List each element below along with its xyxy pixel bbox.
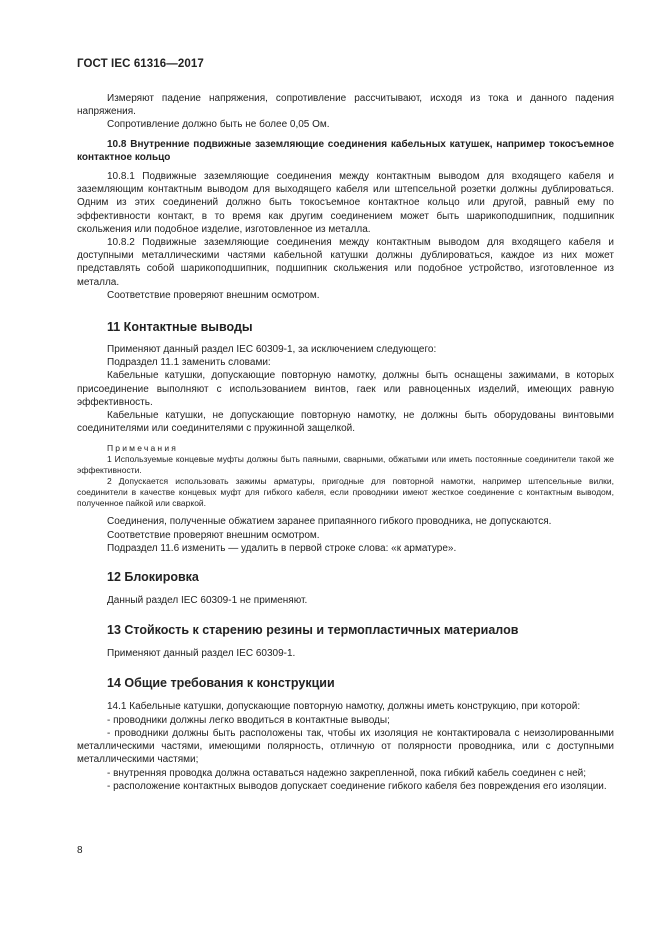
section-title: 13 Стойкость к старению резины и термопластичных материалов — [107, 623, 519, 638]
document-header: ГОСТ IEC 61316—2017 — [77, 58, 204, 70]
list-item: - проводники должны легко вводиться в контактные выводы; — [107, 714, 390, 726]
paragraph: 10.8.2 Подвижные заземляющие соединения между контактным выводом для входящего кабеля и доступными металлическими частями кабельной катушки должны дублироваться, каждое из них может представлять собой шарикоподшипник, подшипник скольжения или подобное устройство, изготовленное из металла. — [77, 237, 614, 288]
paragraph: Соответствие проверяют внешним осмотром. — [107, 529, 320, 541]
list-item: - расположение контактных выводов допускает соединение гибкого кабеля без повреждения его изоляции. — [107, 780, 607, 792]
paragraph: Подраздел 11.1 заменить словами: — [107, 357, 271, 369]
note: 2 Допускается использовать зажимы арматуры, пригодные для повторной намотки, например штепсельные вилки, соединители в качестве концевых муфт для гибкого кабеля, если проводники имеют жесткое соединение с контактным выводом, полученное пайкой или сваркой. — [77, 476, 614, 509]
page-body — [77, 92, 614, 793]
note: 1 Используемые концевые муфты должны быть паяными, сварными, обжатыми или иметь постоянные соединители такой же эффективности. — [77, 454, 614, 476]
paragraph: 14.1 Кабельные катушки, допускающие повторную намотку, должны иметь конструкцию, при которой: — [107, 701, 581, 713]
paragraph: Соединения, полученные обжатием заранее припаянного гибкого проводника, не допускаются. — [107, 516, 552, 528]
paragraph: Сопротивление должно быть не более 0,05 Ом. — [107, 119, 330, 131]
section-title: 12 Блокировка — [107, 570, 199, 585]
list-item: - проводники должны быть расположены так, чтобы их изоляция не контактировала с неизолированными металлическими частями, имеющими полярность, отличную от полярности проводника, или с доступными металлическими частями; — [77, 727, 614, 766]
paragraph: Данный раздел IEC 60309-1 не применяют. — [107, 595, 308, 607]
section-title: 11 Контактные выводы — [107, 320, 253, 335]
paragraph: Измеряют падение напряжения, сопротивление рассчитывают, исходя из тока и данного падения напряжения. — [77, 93, 614, 118]
paragraph: Кабельные катушки, допускающие повторную намотку, должны быть оснащены зажимами, в которых присоединение выполняют с использованием винтов, гаек или равноценных изделий, имеющих равную эффективность. — [77, 370, 614, 408]
notes-title: Примечания — [107, 443, 179, 454]
paragraph: Применяют данный раздел IEC 60309-1. — [107, 648, 296, 660]
paragraph: Кабельные катушки, не допускающие повторную намотку, не должны быть оборудованы винтовыми соединителями или соединителями с пружинной защелкой. — [77, 410, 614, 435]
list-item: - внутренняя проводка должна оставаться надежно закрепленной, пока гибкий кабель соединен с ней; — [107, 767, 587, 779]
subsection-title: 10.8 Внутренние подвижные заземляющие соединения кабельных катушек, например токосъемное контактное кольцо — [77, 138, 614, 163]
paragraph: Применяют данный раздел IEC 60309-1, за исключением следующего: — [107, 344, 437, 356]
paragraph: 10.8.1 Подвижные заземляющие соединения между контактным выводом для входящего кабеля и заземляющим контактным выводом для выходящего кабеля или штепсельной розетки должны дублироваться. Одним из этих соединений должно быть токосъемное контактное кольцо или другой, равный ему по эффективности контакт, в то время как другим соединением может быть шарикоподшипник, подшипник скольжения или подобное изделие, изготовленное из металла. — [77, 171, 614, 235]
section-title: 14 Общие требования к конструкции — [107, 676, 335, 691]
paragraph: Подраздел 11.6 изменить — удалить в первой строке слова: «к арматуре». — [107, 542, 457, 554]
paragraph: Соответствие проверяют внешним осмотром. — [107, 289, 320, 301]
page-number: 8 — [77, 845, 83, 856]
